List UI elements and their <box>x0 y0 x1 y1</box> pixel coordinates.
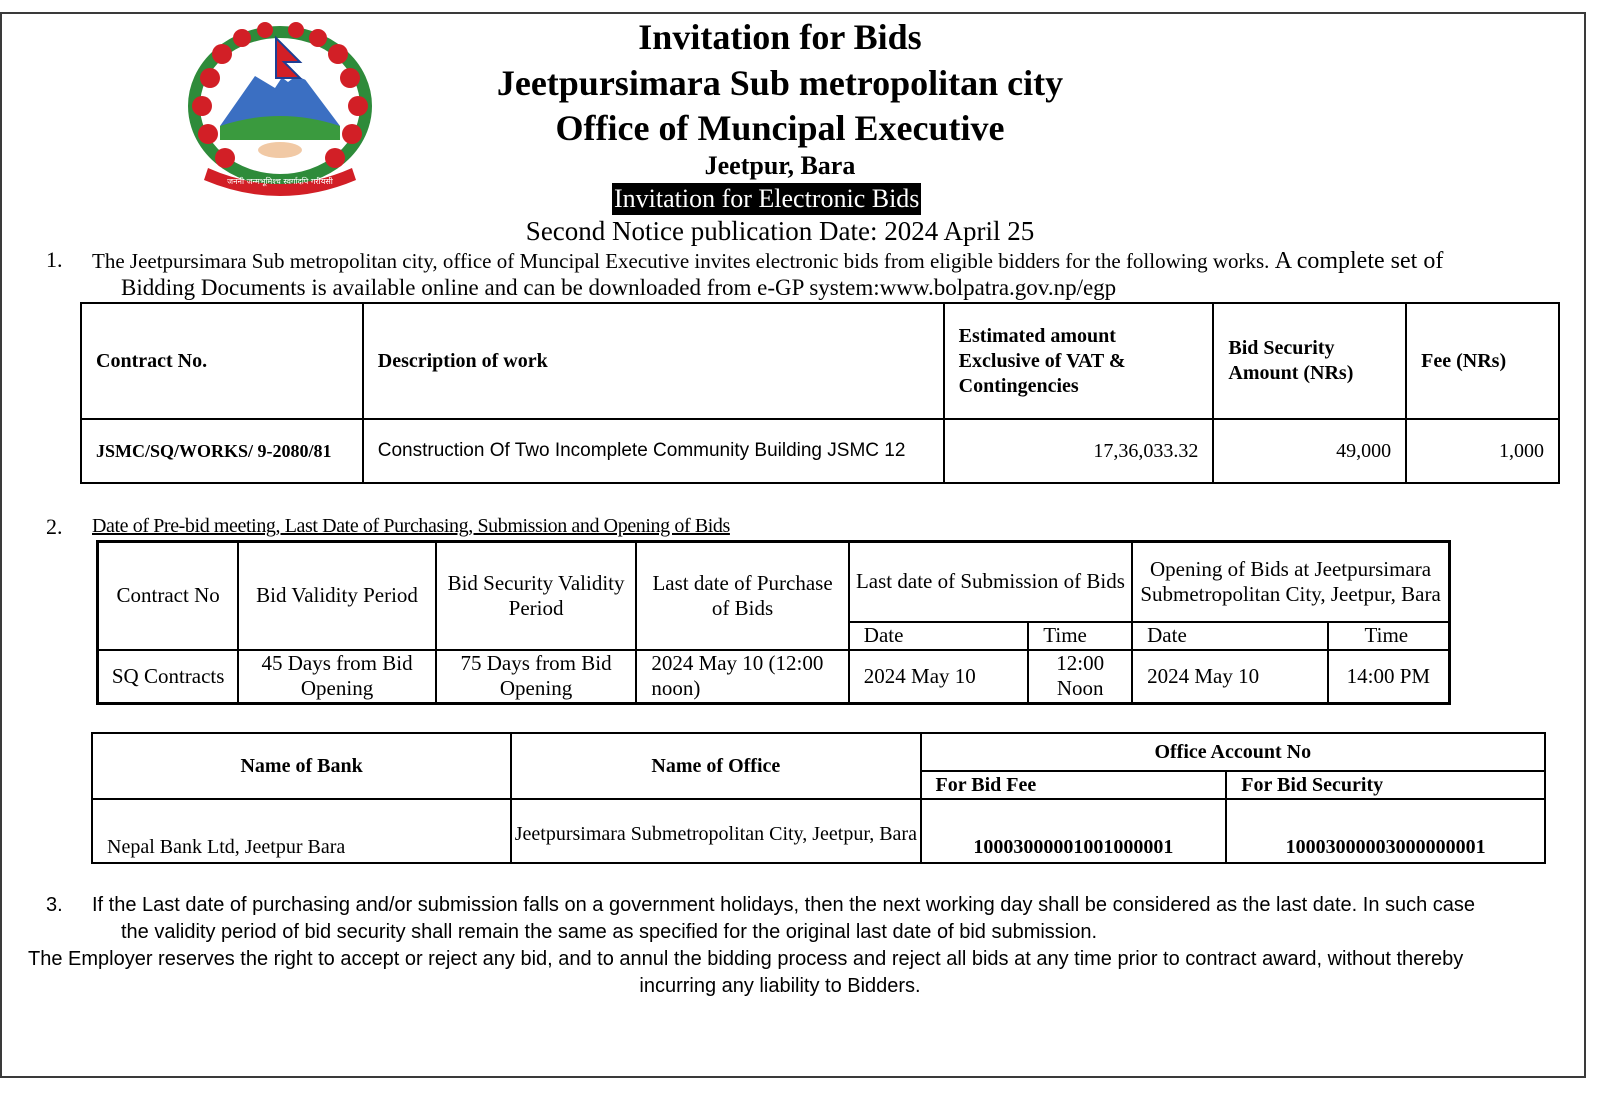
col-purchase: Last date of Purchase of Bids <box>636 542 848 650</box>
bank-name: Nepal Bank Ltd, Jeetpur Bara <box>92 799 511 863</box>
col-opening: Opening of Bids at Jeetpursimara Submetropolitan City, Jeetpur, Bara <box>1132 542 1449 622</box>
col-bid-validity: Bid Validity Period <box>238 542 436 650</box>
employer-reserve-line1: The Employer reserves the right to accept or reject any bid, and to annul the bidding process and reject all bids at any time prior to contract award, without thereby <box>28 948 1464 970</box>
bank-table <box>91 732 1546 864</box>
contract-no: JSMC/SQ/WORKS/ 9-2080/81 <box>81 419 363 483</box>
col-estimate: Estimated amount Exclusive of VAT & Contingencies <box>944 303 1214 419</box>
col-bank: Name of Bank <box>92 733 511 799</box>
submission-date: 2024 May 10 <box>849 650 1029 704</box>
bid-security-amount: 49,000 <box>1213 419 1406 483</box>
schedule-header-row <box>98 542 1450 622</box>
security-validity: 75 Days from Bid Opening <box>436 650 637 704</box>
works-table-header <box>81 303 1559 419</box>
opening-time-header: Time <box>1328 622 1450 650</box>
emblem-motto: जननी जन्मभूमिश्च स्वर्गादपि गरीयसी <box>227 177 333 186</box>
para1-number: 1. <box>46 247 63 272</box>
col-contract-no: Contract No. <box>81 303 363 419</box>
estimated-amount: 17,36,033.32 <box>944 419 1214 483</box>
para2-number: 2. <box>46 514 63 539</box>
works-table <box>80 302 1560 484</box>
col-submission: Last date of Submission of Bids <box>849 542 1132 622</box>
para1-line1 <box>92 247 1443 275</box>
col-description: Description of work <box>363 303 944 419</box>
para3-number: 3. <box>46 894 63 916</box>
employer-reserve-line2: incurring any liability to Bidders. <box>639 975 921 997</box>
opening-date: 2024 May 10 <box>1132 650 1328 704</box>
col-security: Bid Security Amount (NRs) <box>1213 303 1406 419</box>
fee-account-header: For Bid Fee <box>921 771 1227 799</box>
office-name: Office of Muncipal Executive <box>555 108 1005 148</box>
para1-line1b: A complete set of <box>1274 248 1444 274</box>
fee-amount: 1,000 <box>1406 419 1559 483</box>
col-office: Name of Office <box>511 733 920 799</box>
opening-date-header: Date <box>1132 622 1328 650</box>
para3-line2: the validity period of bid security shall remain the same as specified for the original last date of bid submission. <box>121 921 1098 943</box>
col-fee: Fee (NRs) <box>1406 303 1559 419</box>
submission-time: 12:00 Noon <box>1028 650 1132 704</box>
opening-time: 14:00 PM <box>1328 650 1450 704</box>
office-account-name: Jeetpursimara Submetropolitan City, Jeetpur, Bara <box>511 799 920 863</box>
col-account: Office Account No <box>921 733 1545 771</box>
schedule-table <box>96 540 1451 705</box>
para1-line1a: The Jeetpursimara Sub metropolitan city, office of Muncipal Executive invites electronic bids from eligible bidders for the following works. <box>92 249 1270 273</box>
security-account-header: For Bid Security <box>1226 771 1545 799</box>
security-account-no: 10003000003000000001 <box>1226 799 1545 863</box>
purchase-deadline: 2024 May 10 (12:00 noon) <box>636 650 848 704</box>
city-name: Jeetpursimara Sub metropolitan city <box>496 63 1064 103</box>
col-security-validity: Bid Security Validity Period <box>436 542 637 650</box>
table-row <box>92 799 1545 863</box>
office-location: Jeetpur, Bara <box>704 151 856 180</box>
fee-account-no: 10003000001001000001 <box>921 799 1227 863</box>
bid-validity: 45 Days from Bid Opening <box>238 650 436 704</box>
table-row <box>98 650 1450 704</box>
bank-header-row <box>92 733 1545 771</box>
table-row <box>81 419 1559 483</box>
submission-time-header: Time <box>1028 622 1132 650</box>
para1-line2: Bidding Documents is available online and can be downloaded from e-GP system:www.bolpatra.gov.np/egp <box>121 275 1117 300</box>
col-contract: Contract No <box>98 542 239 650</box>
electronic-bids-banner: Invitation for Electronic Bids <box>614 184 920 213</box>
schedule-contract: SQ Contracts <box>98 650 239 704</box>
notice-title: Invitation for Bids <box>638 17 922 57</box>
para3-line1: If the Last date of purchasing and/or submission falls on a government holidays, then the next working day shall be considered as the last date. In such case <box>92 894 1476 916</box>
submission-date-header: Date <box>849 622 1029 650</box>
para2-heading: Date of Pre-bid meeting, Last Date of Purchasing, Submission and Opening of Bids <box>92 515 730 537</box>
publication-date: Second Notice publication Date: 2024 April 25 <box>525 216 1035 246</box>
work-description: Construction Of Two Incomplete Community Building JSMC 12 <box>363 419 944 483</box>
